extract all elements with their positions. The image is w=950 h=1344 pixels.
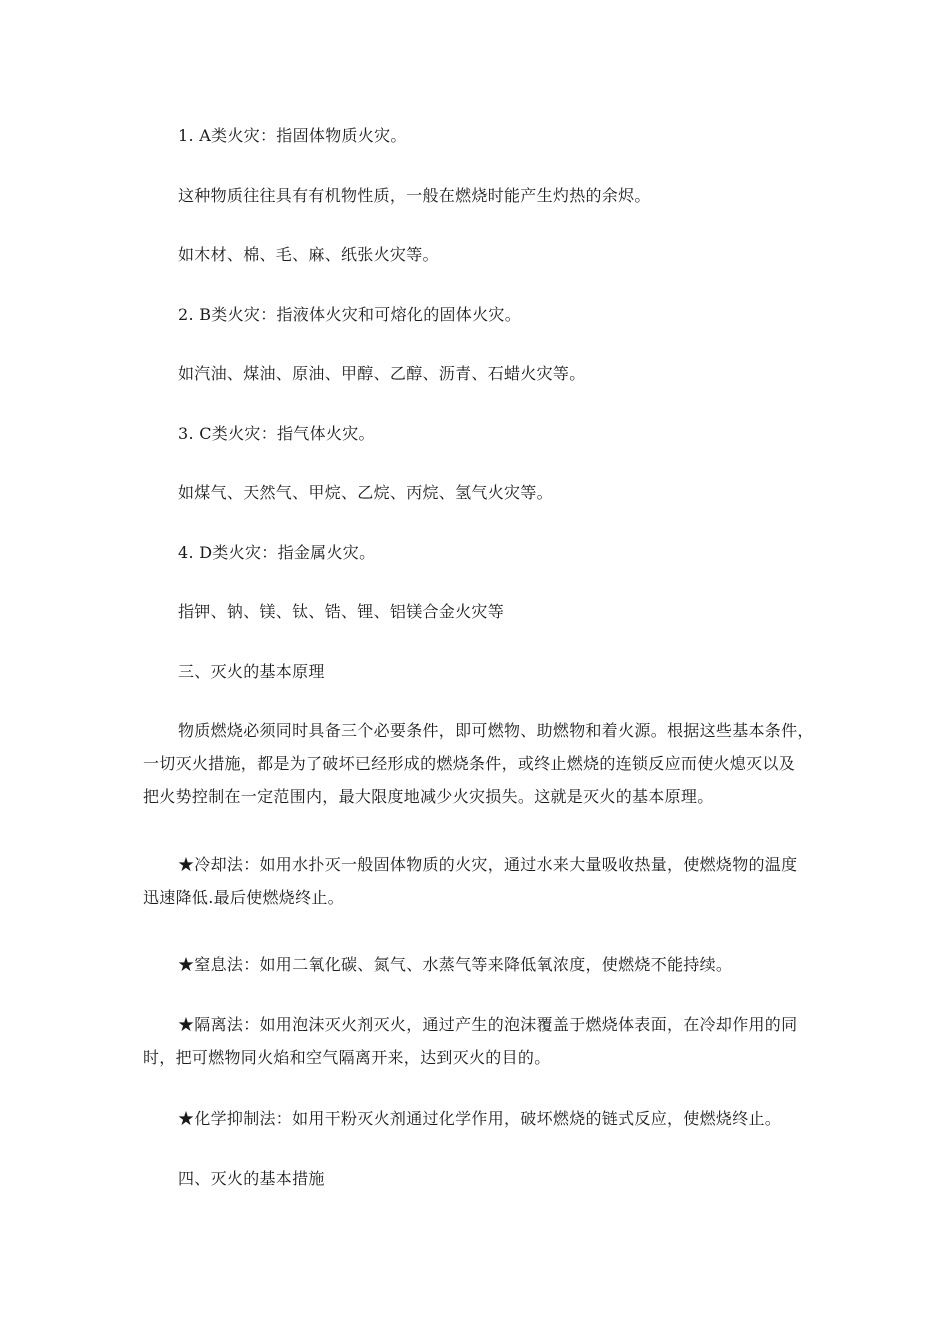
- isolation-method-paragraph: [143, 1015, 809, 1068]
- class-b-examples: 如汽油、煤油、原油、甲醇、乙醇、沥青、石蜡火灾等。: [178, 364, 586, 383]
- section-four-heading: 四、灭火的基本措施: [178, 1169, 325, 1188]
- class-b-fire-heading: 2. B类火灾：指液体火灾和可熔化的固体火灾。: [178, 305, 522, 324]
- smothering-method-line: ★窒息法：如用二氧化碳、氮气、水蒸气等来降低氧浓度，使燃烧不能持续。: [178, 955, 733, 974]
- cooling-method-line: 迅速降低.最后使燃烧终止。: [143, 888, 344, 907]
- principle-line: 把火势控制在一定范围内，最大限度地减少火灾损失。这就是灭火的基本原理。: [143, 787, 714, 806]
- chemical-method-line: ★化学抑制法：如用干粉灭火剂通过化学作用，破坏燃烧的链式反应，使燃烧终止。: [178, 1109, 782, 1128]
- class-d-examples: 指钾、钠、镁、钛、锆、锂、铝镁合金火灾等: [178, 602, 505, 621]
- class-c-examples: 如煤气、天然气、甲烷、乙烷、丙烷、氢气火灾等。: [178, 483, 553, 502]
- cooling-method-paragraph: [143, 855, 809, 908]
- principle-line: 物质燃烧必须同时具备三个必要条件，即可燃物、助燃物和着火源。根据这些基本条件，: [178, 721, 814, 740]
- principle-line: 一切灭火措施，都是为了破坏已经形成的燃烧条件，或终止燃烧的连锁反应而使火熄灭以及: [143, 754, 796, 773]
- cooling-method-line: ★冷却法：如用水扑灭一般固体物质的火灾，通过水来大量吸收热量，使燃烧物的温度: [178, 855, 798, 874]
- principle-paragraph: [143, 721, 814, 807]
- smothering-method-paragraph: [143, 955, 809, 975]
- section-three-heading: 三、灭火的基本原理: [178, 662, 325, 681]
- class-d-fire-heading: 4. D类火灾：指金属火灾。: [178, 543, 376, 562]
- class-a-fire-heading: 1. A类火灾：指固体物质火灾。: [178, 126, 407, 145]
- chemical-method-paragraph: [143, 1109, 809, 1129]
- class-a-description: 这种物质往往具有有机物性质，一般在燃烧时能产生灼热的余烬。: [178, 186, 651, 205]
- class-c-fire-heading: 3. C类火灾：指气体火灾。: [178, 424, 375, 443]
- class-a-examples: 如木材、棉、毛、麻、纸张火灾等。: [178, 245, 439, 264]
- isolation-method-line: ★隔离法：如用泡沫灭火剂灭火，通过产生的泡沫覆盖于燃烧体表面，在冷却作用的同: [178, 1015, 798, 1034]
- isolation-method-line: 时，把可燃物同火焰和空气隔离开来，达到灭火的目的。: [143, 1048, 551, 1067]
